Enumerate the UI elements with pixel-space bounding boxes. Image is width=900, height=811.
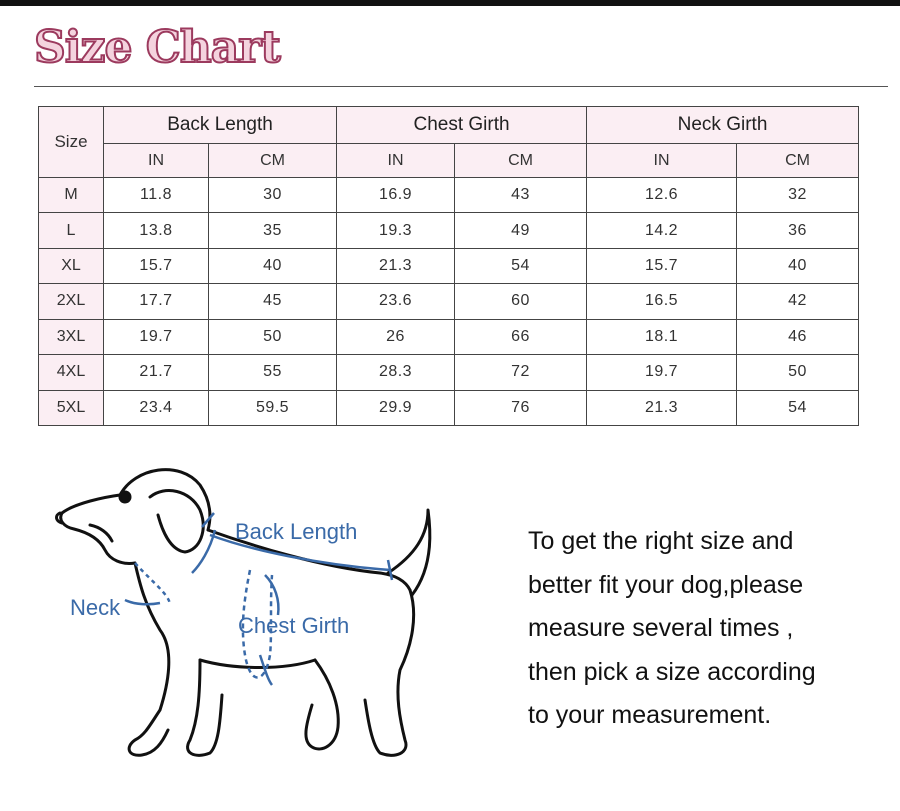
size-label-cell: XL (39, 248, 104, 283)
measurement-cell: 60 (455, 284, 587, 319)
table-row (39, 248, 859, 283)
measurement-cell: 15.7 (587, 248, 737, 283)
back-length-header: Back Length (104, 107, 337, 144)
measurement-cell: 54 (737, 390, 859, 425)
neck-label: Neck (70, 595, 121, 620)
table-row (39, 319, 859, 354)
measurement-cell: 28.3 (337, 355, 455, 390)
unit-header: IN (337, 144, 455, 178)
measurement-cell: 59.5 (209, 390, 337, 425)
measurement-cell: 32 (737, 178, 859, 213)
measurement-cell: 49 (455, 213, 587, 248)
unit-header: IN (587, 144, 737, 178)
measurement-cell: 19.7 (104, 319, 209, 354)
chest-girth-label: Chest Girth (238, 613, 350, 638)
measurement-cell: 12.6 (587, 178, 737, 213)
measurement-cell: 55 (209, 355, 337, 390)
measurement-cell: 21.7 (104, 355, 209, 390)
size-label-cell: L (39, 213, 104, 248)
measurement-cell: 19.7 (587, 355, 737, 390)
measurement-cell: 30 (209, 178, 337, 213)
size-label-cell: M (39, 178, 104, 213)
measurement-cell: 14.2 (587, 213, 737, 248)
measurement-cell: 40 (209, 248, 337, 283)
title-divider (34, 86, 888, 87)
size-label-cell: 5XL (39, 390, 104, 425)
measurement-cell: 54 (455, 248, 587, 283)
table-row (39, 284, 859, 319)
measurement-cell: 13.8 (104, 213, 209, 248)
measurement-cell: 15.7 (104, 248, 209, 283)
page-title: Size Chart (34, 22, 280, 73)
measurement-cell: 16.5 (587, 284, 737, 319)
size-table (38, 106, 859, 426)
measurement-cell: 19.3 (337, 213, 455, 248)
measurement-cell: 50 (209, 319, 337, 354)
measurement-instructions (528, 520, 888, 738)
unit-header: CM (737, 144, 859, 178)
measurement-cell: 23.6 (337, 284, 455, 319)
measurement-cell: 16.9 (337, 178, 455, 213)
measurement-cell: 66 (455, 319, 587, 354)
table-row (39, 178, 859, 213)
neck-girth-header: Neck Girth (587, 107, 859, 144)
measurement-cell: 26 (337, 319, 455, 354)
unit-header: CM (209, 144, 337, 178)
dog-measurement-diagram (50, 455, 470, 785)
measurement-cell: 36 (737, 213, 859, 248)
measurement-cell: 72 (455, 355, 587, 390)
table-row (39, 213, 859, 248)
measurement-cell: 40 (737, 248, 859, 283)
size-column-header: Size (39, 107, 104, 178)
measurement-cell: 18.1 (587, 319, 737, 354)
top-border (0, 0, 900, 6)
measurement-cell: 11.8 (104, 178, 209, 213)
size-label-cell: 2XL (39, 284, 104, 319)
measurement-cell: 29.9 (337, 390, 455, 425)
dog-illustration (50, 455, 470, 785)
chest-girth-header: Chest Girth (337, 107, 587, 144)
measurement-cell: 45 (209, 284, 337, 319)
size-label-cell: 4XL (39, 355, 104, 390)
instruction-line: then pick a size according (528, 657, 816, 686)
measurement-cell: 17.7 (104, 284, 209, 319)
measurement-cell: 43 (455, 178, 587, 213)
table-row (39, 355, 859, 390)
measurement-cell: 76 (455, 390, 587, 425)
instruction-line: to your measurement. (528, 701, 772, 729)
table-row (39, 390, 859, 425)
unit-header: IN (104, 144, 209, 178)
measurement-cell: 35 (209, 213, 337, 248)
measurement-cell: 21.3 (337, 248, 455, 283)
instruction-line: To get the right size and (528, 527, 794, 555)
back-length-label: Back Length (235, 519, 358, 544)
instruction-line: measure several times , (528, 614, 794, 642)
measurement-cell: 42 (737, 284, 859, 319)
instruction-line: better fit your dog,please (528, 570, 804, 599)
measurement-cell: 50 (737, 355, 859, 390)
measurement-cell: 23.4 (104, 390, 209, 425)
measurement-cell: 46 (737, 319, 859, 354)
unit-header: CM (455, 144, 587, 178)
size-label-cell: 3XL (39, 319, 104, 354)
measurement-cell: 21.3 (587, 390, 737, 425)
